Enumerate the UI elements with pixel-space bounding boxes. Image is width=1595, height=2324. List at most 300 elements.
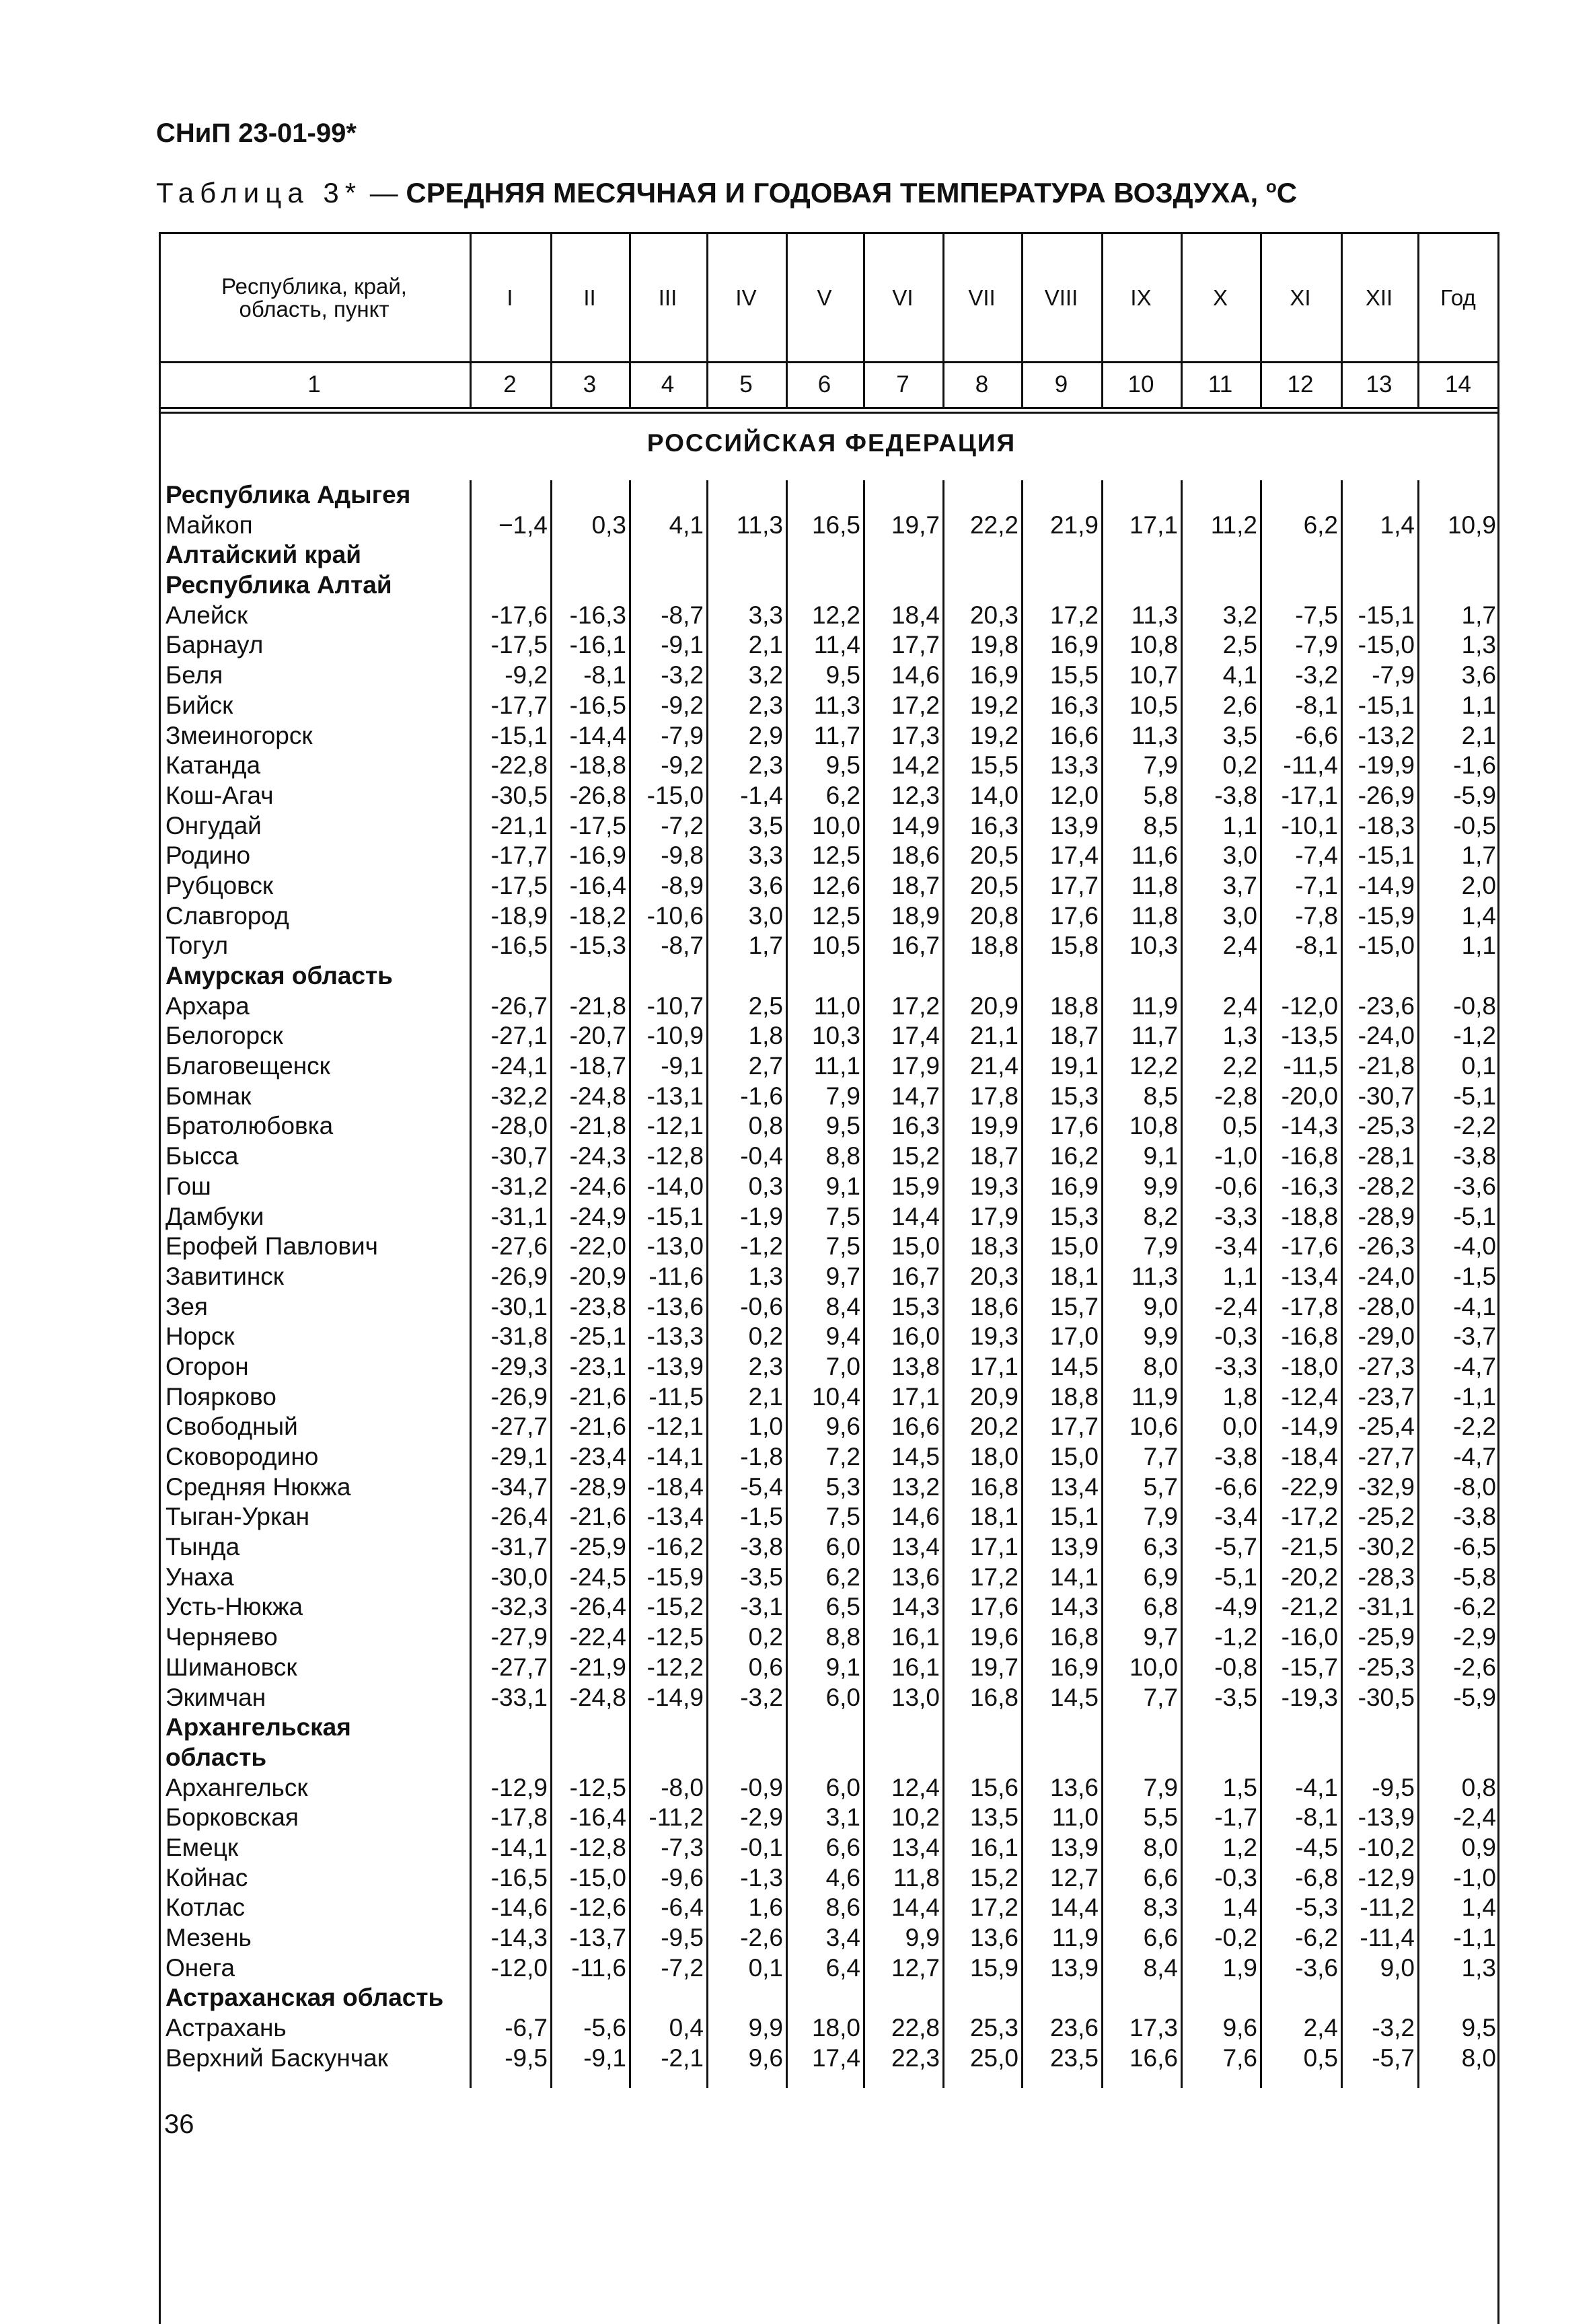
temperature-value: -12,5 bbox=[569, 1773, 626, 1801]
temperature-value: 2,5 bbox=[1222, 631, 1257, 659]
temperature-value: 1,1 bbox=[1461, 691, 1496, 719]
location-name: Тында bbox=[165, 1533, 240, 1561]
table-row bbox=[159, 2044, 1499, 2074]
temperature-value: -13,2 bbox=[1358, 721, 1415, 749]
table-row bbox=[159, 1923, 1499, 1953]
location-name: Сковородино bbox=[165, 1443, 319, 1470]
temperature-value: 1,1 bbox=[1222, 1262, 1257, 1290]
temperature-value: 18,7 bbox=[1049, 1022, 1099, 1050]
temperature-value: -13,4 bbox=[646, 1503, 704, 1531]
temperature-value: -7,9 bbox=[1372, 661, 1415, 689]
temperature-value: 13,9 bbox=[1049, 1833, 1099, 1861]
location-name: Шимановск bbox=[165, 1653, 297, 1681]
temperature-value: 14,1 bbox=[1049, 1563, 1099, 1591]
table-row bbox=[159, 1322, 1499, 1352]
temperature-value: 17,2 bbox=[891, 991, 940, 1020]
temperature-value: 2,7 bbox=[748, 1052, 783, 1080]
temperature-value: -22,0 bbox=[569, 1232, 626, 1261]
temperature-value: 8,3 bbox=[1143, 1894, 1178, 1922]
temperature-value: -6,6 bbox=[1295, 721, 1338, 749]
temperature-value: 13,3 bbox=[1049, 751, 1099, 780]
column-number: 7 bbox=[896, 371, 910, 398]
temperature-value: 9,7 bbox=[1143, 1623, 1178, 1651]
temperature-value: 0,2 bbox=[1222, 751, 1257, 780]
temperature-value: 21,4 bbox=[969, 1052, 1018, 1080]
table-row bbox=[159, 871, 1499, 901]
temperature-value: 10,5 bbox=[1129, 691, 1178, 719]
column-header: IV bbox=[735, 285, 757, 310]
temperature-value: -9,1 bbox=[583, 2044, 626, 2072]
temperature-value: -27,7 bbox=[1358, 1443, 1415, 1470]
temperature-value: -18,8 bbox=[1281, 1202, 1338, 1230]
temperature-value: -9,1 bbox=[661, 631, 704, 659]
temperature-value: 12,6 bbox=[811, 871, 860, 899]
temperature-value: -13,0 bbox=[646, 1232, 704, 1261]
location-name: Свободный bbox=[165, 1413, 298, 1441]
temperature-value: -12,1 bbox=[646, 1112, 704, 1140]
temperature-value: -12,8 bbox=[646, 1142, 704, 1170]
temperature-value: 6,0 bbox=[825, 1773, 860, 1801]
temperature-value: 16,3 bbox=[1049, 691, 1099, 719]
temperature-value: 13,8 bbox=[891, 1352, 940, 1380]
temperature-value: -23,4 bbox=[569, 1443, 626, 1470]
region-row bbox=[159, 570, 1499, 601]
temperature-value: 14,5 bbox=[1049, 1683, 1099, 1711]
temperature-value: -15,0 bbox=[569, 1863, 626, 1891]
temperature-value: -2,6 bbox=[1453, 1653, 1496, 1681]
temperature-value: -15,1 bbox=[1358, 601, 1415, 629]
temperature-value: -11,2 bbox=[1360, 1894, 1415, 1922]
column-number: 8 bbox=[975, 371, 989, 398]
temperature-value: 17,6 bbox=[1049, 901, 1099, 930]
temperature-value: -1,7 bbox=[1214, 1803, 1257, 1832]
temperature-value: -21,8 bbox=[1358, 1052, 1415, 1080]
temperature-value: -2,2 bbox=[1453, 1413, 1496, 1441]
temperature-value: 9,0 bbox=[1143, 1292, 1178, 1320]
temperature-value: -26,9 bbox=[490, 1262, 548, 1290]
temperature-value: -7,2 bbox=[661, 1953, 704, 1982]
table-row bbox=[159, 751, 1499, 781]
temperature-value: 19,7 bbox=[891, 511, 940, 539]
temperature-value: 19,8 bbox=[969, 631, 1018, 659]
table-body bbox=[159, 480, 1499, 2073]
temperature-value: 18,3 bbox=[969, 1232, 1018, 1261]
table-row bbox=[159, 1863, 1499, 1894]
temperature-value: 12,3 bbox=[891, 781, 940, 809]
location-name: Кош-Агач bbox=[165, 781, 274, 809]
temperature-value: 16,0 bbox=[891, 1322, 940, 1351]
table-row bbox=[159, 1653, 1499, 1683]
temperature-value: 12,4 bbox=[891, 1773, 940, 1801]
temperature-value: -32,2 bbox=[490, 1082, 548, 1110]
location-name: Гош bbox=[165, 1172, 211, 1200]
temperature-value: 17,9 bbox=[969, 1202, 1018, 1230]
temperature-value: 18,0 bbox=[969, 1443, 1018, 1470]
table-row bbox=[159, 1833, 1499, 1863]
temperature-value: -3,3 bbox=[1214, 1352, 1257, 1380]
temperature-value: 22,8 bbox=[891, 2014, 940, 2042]
temperature-value: 10,7 bbox=[1129, 661, 1178, 689]
region-name: Республика Адыгея bbox=[165, 481, 411, 509]
table-row bbox=[159, 1262, 1499, 1292]
temperature-value: -22,4 bbox=[569, 1623, 626, 1651]
temperature-value: -26,8 bbox=[569, 781, 626, 809]
temperature-value: -6,4 bbox=[661, 1894, 704, 1922]
location-name: Верхний Баскунчак bbox=[165, 2044, 388, 2072]
temperature-value: -20,7 bbox=[569, 1022, 626, 1050]
table-row bbox=[159, 1172, 1499, 1202]
temperature-value: -30,0 bbox=[490, 1563, 548, 1591]
temperature-value: -6,8 bbox=[1295, 1863, 1338, 1891]
temperature-value: 9,6 bbox=[748, 2044, 783, 2072]
temperature-value: -27,1 bbox=[490, 1022, 548, 1050]
temperature-value: −1,4 bbox=[498, 511, 548, 539]
table-row bbox=[159, 1202, 1499, 1232]
temperature-value: 0,4 bbox=[669, 2014, 704, 2042]
temperature-value: -11,2 bbox=[648, 1803, 704, 1832]
temperature-value: 10,5 bbox=[811, 932, 860, 960]
location-name: Дамбуки bbox=[165, 1202, 264, 1230]
temperature-value: 10,4 bbox=[811, 1382, 860, 1411]
temperature-value: 3,3 bbox=[748, 841, 783, 870]
table-row bbox=[159, 1232, 1499, 1262]
temperature-value: -29,0 bbox=[1358, 1322, 1415, 1351]
temperature-value: -17,1 bbox=[1281, 781, 1338, 809]
temperature-value: 0,1 bbox=[748, 1953, 783, 1982]
location-name: Котлас bbox=[165, 1894, 246, 1922]
temperature-value: -15,0 bbox=[1358, 631, 1415, 659]
temperature-value: 2,0 bbox=[1461, 871, 1496, 899]
temperature-value: 0,1 bbox=[1461, 1052, 1496, 1080]
table-row bbox=[159, 1412, 1499, 1442]
temperature-value: -27,7 bbox=[490, 1413, 548, 1441]
location-name: Огорон bbox=[165, 1352, 249, 1380]
temperature-value: -3,5 bbox=[740, 1563, 783, 1591]
temperature-value: 0,9 bbox=[1461, 1833, 1496, 1861]
temperature-value: 19,6 bbox=[969, 1623, 1018, 1651]
temperature-value: -1,6 bbox=[1453, 751, 1496, 780]
temperature-value: -16,3 bbox=[569, 601, 626, 629]
temperature-value: 1,5 bbox=[1222, 1773, 1257, 1801]
temperature-value: -25,4 bbox=[1358, 1413, 1415, 1441]
table-label: Таблица 3* bbox=[156, 177, 363, 209]
temperature-value: 0,8 bbox=[1461, 1773, 1496, 1801]
temperature-value: 6,2 bbox=[825, 1563, 860, 1591]
temperature-value: 7,9 bbox=[1143, 1773, 1178, 1801]
temperature-value: 11,4 bbox=[813, 631, 860, 659]
temperature-value: -5,8 bbox=[1453, 1563, 1496, 1591]
temperature-value: 10,3 bbox=[811, 1022, 860, 1050]
temperature-value: 12,7 bbox=[891, 1953, 940, 1982]
temperature-value: -19,3 bbox=[1281, 1683, 1338, 1711]
location-name: Родино bbox=[165, 841, 251, 870]
temperature-value: -1,4 bbox=[740, 781, 783, 809]
temperature-value: 16,6 bbox=[1049, 721, 1099, 749]
temperature-value: -15,9 bbox=[1358, 901, 1415, 930]
temperature-value: 12,5 bbox=[811, 901, 860, 930]
temperature-value: -17,8 bbox=[1281, 1292, 1338, 1320]
temperature-value: -18,4 bbox=[646, 1472, 704, 1501]
location-name: Катанда bbox=[165, 751, 261, 780]
temperature-value: -3,8 bbox=[740, 1533, 783, 1561]
temperature-value: 7,9 bbox=[1143, 1232, 1178, 1261]
temperature-value: 16,1 bbox=[969, 1833, 1018, 1861]
temperature-value: -3,2 bbox=[1295, 661, 1338, 689]
temperature-value: 3,5 bbox=[748, 811, 783, 839]
temperature-value: -4,0 bbox=[1453, 1232, 1496, 1261]
temperature-value: -9,2 bbox=[661, 691, 704, 719]
temperature-value: -32,3 bbox=[490, 1593, 548, 1621]
temperature-value: 14,6 bbox=[891, 1503, 940, 1531]
temperature-value: -21,1 bbox=[490, 811, 548, 839]
temperature-value: 2,1 bbox=[748, 631, 783, 659]
temperature-value: 0,2 bbox=[748, 1322, 783, 1351]
temperature-value: 3,0 bbox=[748, 901, 783, 930]
temperature-value: 16,7 bbox=[891, 1262, 940, 1290]
temperature-value: 3,7 bbox=[1222, 871, 1257, 899]
temperature-value: 8,0 bbox=[1143, 1352, 1178, 1380]
temperature-value: 16,1 bbox=[891, 1623, 940, 1651]
temperature-value: 3,4 bbox=[825, 1924, 860, 1951]
table-row bbox=[159, 511, 1499, 541]
temperature-value: 1,7 bbox=[1461, 841, 1496, 870]
temperature-value: -26,3 bbox=[1358, 1232, 1415, 1261]
temperature-value: 12,2 bbox=[1129, 1052, 1178, 1080]
temperature-value: 17,1 bbox=[1129, 511, 1178, 539]
temperature-value: -13,3 bbox=[646, 1322, 704, 1351]
temperature-value: -10,7 bbox=[646, 991, 704, 1020]
temperature-value: 11,7 bbox=[813, 721, 860, 749]
temperature-value: -4,9 bbox=[1214, 1593, 1257, 1621]
table-row bbox=[159, 991, 1499, 1022]
temperature-value: -21,6 bbox=[569, 1503, 626, 1531]
table-row bbox=[159, 841, 1499, 871]
temperature-value: -17,5 bbox=[490, 631, 548, 659]
temperature-value: -23,8 bbox=[569, 1292, 626, 1320]
temperature-value: 15,6 bbox=[969, 1773, 1018, 1801]
temperature-value: -15,1 bbox=[1358, 691, 1415, 719]
temperature-value: -10,1 bbox=[1281, 811, 1338, 839]
temperature-value: 9,5 bbox=[825, 661, 860, 689]
temperature-value: 16,8 bbox=[1049, 1623, 1099, 1651]
temperature-value: 7,2 bbox=[825, 1443, 860, 1470]
temperature-value: -6,5 bbox=[1453, 1533, 1496, 1561]
temperature-value: -6,2 bbox=[1453, 1593, 1496, 1621]
temperature-value: -8,7 bbox=[661, 932, 704, 960]
temperature-value: -3,1 bbox=[740, 1593, 783, 1621]
temperature-value: -7,2 bbox=[661, 811, 704, 839]
temperature-value: 18,1 bbox=[1049, 1262, 1099, 1290]
temperature-value: 18,8 bbox=[1049, 991, 1099, 1020]
temperature-value: 25,3 bbox=[969, 2014, 1018, 2042]
table-row bbox=[159, 601, 1499, 631]
temperature-value: -12,4 bbox=[1281, 1382, 1338, 1411]
temperature-value: 15,5 bbox=[969, 751, 1018, 780]
temperature-value: 17,2 bbox=[891, 691, 940, 719]
temperature-value: -7,3 bbox=[661, 1833, 704, 1861]
temperature-value: 20,3 bbox=[969, 601, 1018, 629]
temperature-value: 13,2 bbox=[891, 1472, 940, 1501]
location-name: Завитинск bbox=[165, 1262, 284, 1290]
temperature-value: 9,6 bbox=[1222, 2014, 1257, 2042]
temperature-value: -0,3 bbox=[1214, 1322, 1257, 1351]
location-name: Норск bbox=[165, 1322, 235, 1351]
temperature-value: -1,0 bbox=[1214, 1142, 1257, 1170]
column-number: 11 bbox=[1208, 371, 1233, 398]
temperature-value: -24,8 bbox=[569, 1082, 626, 1110]
temperature-value: 10,8 bbox=[1129, 1112, 1178, 1140]
table-row bbox=[159, 630, 1499, 661]
temperature-value: -0,8 bbox=[1453, 991, 1496, 1020]
temperature-value: -27,7 bbox=[490, 1653, 548, 1681]
table-row bbox=[159, 1592, 1499, 1622]
temperature-value: 16,9 bbox=[1049, 1172, 1099, 1200]
page-number: 36 bbox=[164, 2109, 194, 2139]
temperature-value: -3,3 bbox=[1214, 1202, 1257, 1230]
location-name: Беля bbox=[165, 661, 223, 689]
temperature-value: -3,6 bbox=[1453, 1172, 1496, 1200]
temperature-value: -11,6 bbox=[571, 1953, 626, 1982]
temperature-value: -10,6 bbox=[646, 901, 704, 930]
temperature-value: -30,5 bbox=[1358, 1683, 1415, 1711]
temperature-value: 13,6 bbox=[891, 1563, 940, 1591]
temperature-value: -1,0 bbox=[1453, 1863, 1496, 1891]
column-number: 4 bbox=[661, 371, 675, 398]
location-name: Архара bbox=[165, 991, 250, 1020]
column-number: 3 bbox=[583, 371, 597, 398]
temperature-value: 18,7 bbox=[969, 1142, 1018, 1170]
temperature-value: 0,0 bbox=[1222, 1413, 1257, 1441]
temperature-value: -26,9 bbox=[1358, 781, 1415, 809]
temperature-value: 11,8 bbox=[1131, 901, 1178, 930]
temperature-value: -15,0 bbox=[1358, 932, 1415, 960]
temperature-value: 11,3 bbox=[1131, 601, 1178, 629]
temperature-value: -3,8 bbox=[1214, 781, 1257, 809]
column-number: 6 bbox=[817, 371, 831, 398]
temperature-value: 9,1 bbox=[1143, 1142, 1178, 1170]
temperature-value: -24,9 bbox=[569, 1202, 626, 1230]
temperature-value: -4,7 bbox=[1453, 1443, 1496, 1470]
temperature-value: -14,0 bbox=[646, 1172, 704, 1200]
region-row bbox=[159, 540, 1499, 570]
temperature-value: 23,6 bbox=[1049, 2014, 1099, 2042]
column-header: I bbox=[507, 285, 513, 310]
temperature-value: -28,2 bbox=[1358, 1172, 1415, 1200]
column-number: 5 bbox=[739, 371, 753, 398]
temperature-value: 14,6 bbox=[891, 661, 940, 689]
temperature-value: 3,1 bbox=[825, 1803, 860, 1832]
temperature-value: 6,6 bbox=[1143, 1863, 1178, 1891]
temperature-value: 15,8 bbox=[1049, 932, 1099, 960]
temperature-value: 16,9 bbox=[1049, 1653, 1099, 1681]
temperature-value: -18,8 bbox=[569, 751, 626, 780]
temperature-value: 9,9 bbox=[905, 1924, 940, 1951]
temperature-value: -34,7 bbox=[490, 1472, 548, 1501]
temperature-value: 17,2 bbox=[1049, 601, 1099, 629]
temperature-value: 17,1 bbox=[969, 1533, 1018, 1561]
region-row bbox=[159, 480, 1499, 511]
temperature-value: -13,1 bbox=[646, 1082, 704, 1110]
location-name: Благовещенск bbox=[165, 1052, 330, 1080]
temperature-value: -12,2 bbox=[646, 1653, 704, 1681]
temperature-value: -13,5 bbox=[1281, 1022, 1338, 1050]
temperature-value: 10,0 bbox=[811, 811, 860, 839]
temperature-value: 8,0 bbox=[1143, 1833, 1178, 1861]
temperature-value: 6,9 bbox=[1143, 1563, 1178, 1591]
temperature-value: -8,1 bbox=[1295, 691, 1338, 719]
table-row bbox=[159, 1683, 1499, 1713]
temperature-value: 15,9 bbox=[969, 1953, 1018, 1982]
temperature-value: 16,9 bbox=[1049, 631, 1099, 659]
temperature-value: 2,4 bbox=[1222, 991, 1257, 1020]
temperature-value: 10,9 bbox=[1447, 511, 1496, 539]
temperature-value: 17,7 bbox=[891, 631, 940, 659]
temperature-value: -2,1 bbox=[661, 2044, 704, 2072]
temperature-value: 0,6 bbox=[748, 1653, 783, 1681]
temperature-value: 14,4 bbox=[891, 1202, 940, 1230]
temperature-value: -18,4 bbox=[1281, 1443, 1338, 1470]
temperature-value: -22,9 bbox=[1281, 1472, 1338, 1501]
temperature-value: 1,6 bbox=[748, 1894, 783, 1922]
temperature-value: -5,3 bbox=[1295, 1894, 1338, 1922]
temperature-value: 0,8 bbox=[748, 1112, 783, 1140]
temperature-value: -2,9 bbox=[740, 1803, 783, 1832]
temperature-value: -25,3 bbox=[1358, 1653, 1415, 1681]
column-number: 12 bbox=[1287, 371, 1314, 398]
table-title-text: СРЕДНЯЯ МЕСЯЧНАЯ И ГОДОВАЯ ТЕМПЕРАТУРА ВОЗДУХА, bbox=[406, 177, 1266, 209]
location-name: Алейск bbox=[165, 601, 248, 629]
temperature-value: -29,3 bbox=[490, 1352, 548, 1380]
temperature-value: -3,2 bbox=[740, 1683, 783, 1711]
temperature-value: 22,2 bbox=[969, 511, 1018, 539]
temperature-value: 14,4 bbox=[1049, 1894, 1099, 1922]
location-name: Бомнак bbox=[165, 1082, 252, 1110]
temperature-value: 10,8 bbox=[1129, 631, 1178, 659]
temperature-value: 6,3 bbox=[1143, 1533, 1178, 1561]
temperature-value: 1,3 bbox=[748, 1262, 783, 1290]
table-row bbox=[159, 2013, 1499, 2044]
temperature-value: -28,0 bbox=[490, 1112, 548, 1140]
temperature-value: 13,0 bbox=[891, 1683, 940, 1711]
temperature-value: 17,8 bbox=[969, 1082, 1018, 1110]
temperature-value: -17,7 bbox=[490, 691, 548, 719]
temperature-value: 2,3 bbox=[748, 1352, 783, 1380]
temperature-value: 1,3 bbox=[1461, 1953, 1496, 1982]
temperature-value: -18,7 bbox=[569, 1052, 626, 1080]
temperature-value: -8,0 bbox=[661, 1773, 704, 1801]
temperature-value: 12,2 bbox=[811, 601, 860, 629]
temperature-value: -5,7 bbox=[1214, 1533, 1257, 1561]
temperature-value: 17,1 bbox=[891, 1382, 940, 1411]
temperature-value: -0,6 bbox=[740, 1292, 783, 1320]
temperature-value: -2,8 bbox=[1214, 1082, 1257, 1110]
temperature-value: 3,2 bbox=[748, 661, 783, 689]
temperature-value: -29,1 bbox=[490, 1443, 548, 1470]
temperature-value: -17,5 bbox=[569, 811, 626, 839]
temperature-value: 15,9 bbox=[891, 1172, 940, 1200]
temperature-value: -26,4 bbox=[490, 1503, 548, 1531]
temperature-value: -24,0 bbox=[1358, 1022, 1415, 1050]
temperature-value: -15,9 bbox=[646, 1563, 704, 1591]
temperature-value: 20,9 bbox=[969, 1382, 1018, 1411]
temperature-value: 11,9 bbox=[1131, 1382, 1178, 1411]
temperature-value: 9,0 bbox=[1380, 1953, 1415, 1982]
temperature-value: -2,2 bbox=[1453, 1112, 1496, 1140]
location-name: Борковская bbox=[165, 1803, 299, 1832]
temperature-value: 1,4 bbox=[1461, 901, 1496, 930]
temperature-value: -15,2 bbox=[646, 1593, 704, 1621]
temperature-value: -25,9 bbox=[1358, 1623, 1415, 1651]
